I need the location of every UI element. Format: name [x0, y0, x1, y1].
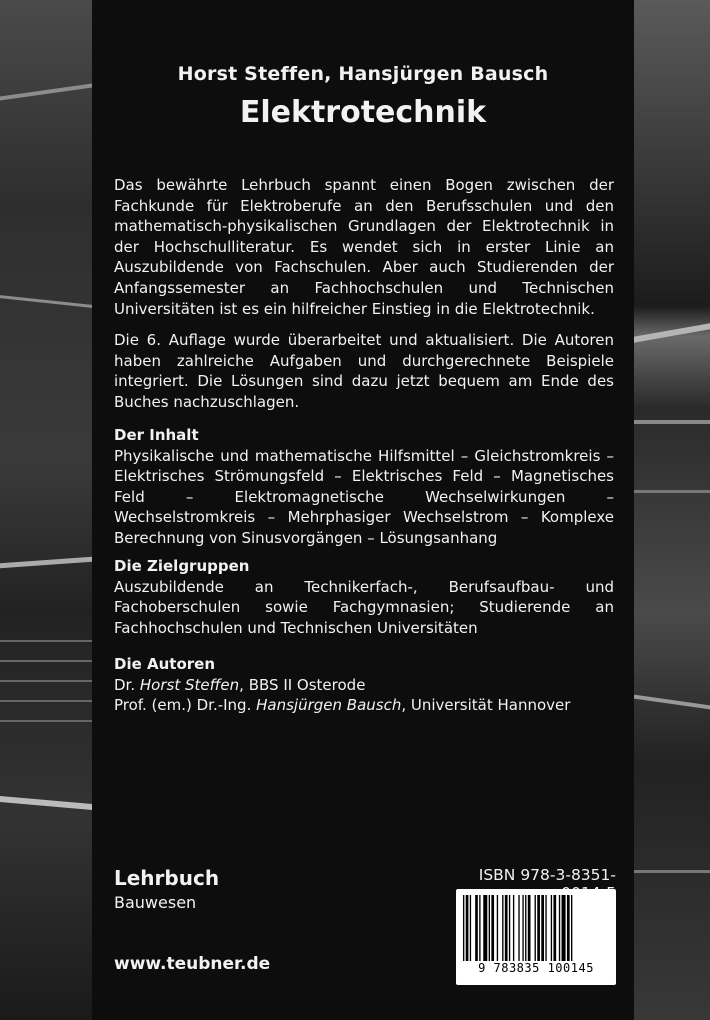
section-audience-text: Auszubildende an Technikerfach-, Berufsaufbau- und Fachoberschulen sowie Fachgymnasien; Studierende an Fachhochschulen und Technischen Universitäten — [114, 577, 614, 637]
author-line-2 — [114, 695, 614, 716]
author2-name: Hansjürgen Bausch — [256, 696, 402, 715]
barcode — [456, 889, 616, 985]
publisher-website: www.teubner.de — [114, 954, 271, 974]
series-subtitle: Bauwesen — [114, 893, 197, 912]
barcode-digits: 9 783835 100145 — [478, 961, 594, 975]
author2-affiliation: , Universität Hannover — [401, 696, 571, 715]
section-authors — [114, 654, 614, 716]
blurb-paragraph-1: Das bewährte Lehrbuch spannt einen Bogen zwischen der Fachkunde für Elektroberufe an den Berufsschulen und den mathematisch-physikalischen Grundlagen der Elektrotechnik in der Hochschulliteratur. Es wendet sich in erster Linie an Auszubildende von Fachschulen. Aber auch Studierenden der Anfangssemester an Fachhochschulen und Technischen Universitäten ist es ein hilfreicher Einstieg in die Elektrotechnik. — [114, 176, 614, 318]
author1-name: Horst Steffen — [139, 675, 240, 694]
background-photo-right — [634, 0, 710, 1020]
barcode-bars — [463, 895, 609, 961]
isbn-label: ISBN 978-3-8351- — [478, 866, 616, 884]
background-photo-left — [0, 0, 92, 1020]
section-contents-heading: Der Inhalt — [114, 426, 199, 444]
book-title: Elektrotechnik — [239, 95, 487, 130]
author1-affiliation: , BBS II Osterode — [239, 675, 366, 694]
section-contents-text: Physikalische und mathematische Hilfsmittel – Gleichstromkreis – Elektrisches Strömungsfeld – Elektrisches Feld – Magnetisches Feld – Elektromagnetische Wechselwirkungen – Wechselstromkreis – Mehrphasiger Wechselstrom – Komplexe Berechnung von Sinusvorgängen – Lösungsanhang — [114, 446, 614, 547]
series-label: Lehrbuch — [114, 866, 220, 890]
author2-prefix: Prof. (em.) Dr.-Ing. — [114, 696, 257, 715]
section-audience-heading: Die Zielgruppen — [114, 557, 250, 575]
authors-heading: Horst Steffen, Hansjürgen Bausch — [177, 63, 549, 85]
section-contents — [114, 425, 614, 549]
section-audience — [114, 556, 614, 638]
section-authors-heading: Die Autoren — [114, 655, 216, 673]
author1-prefix: Dr. — [114, 675, 140, 694]
blurb-paragraph-2: Die 6. Auflage wurde überarbeitet und aktualisiert. Die Autoren haben zahlreiche Aufgaben und durchgerechnete Beispiele integriert. Die Lösungen sind dazu jetzt bequem am Ende des Buches nachzuschlagen. — [114, 331, 614, 411]
author-line-1 — [114, 675, 614, 696]
